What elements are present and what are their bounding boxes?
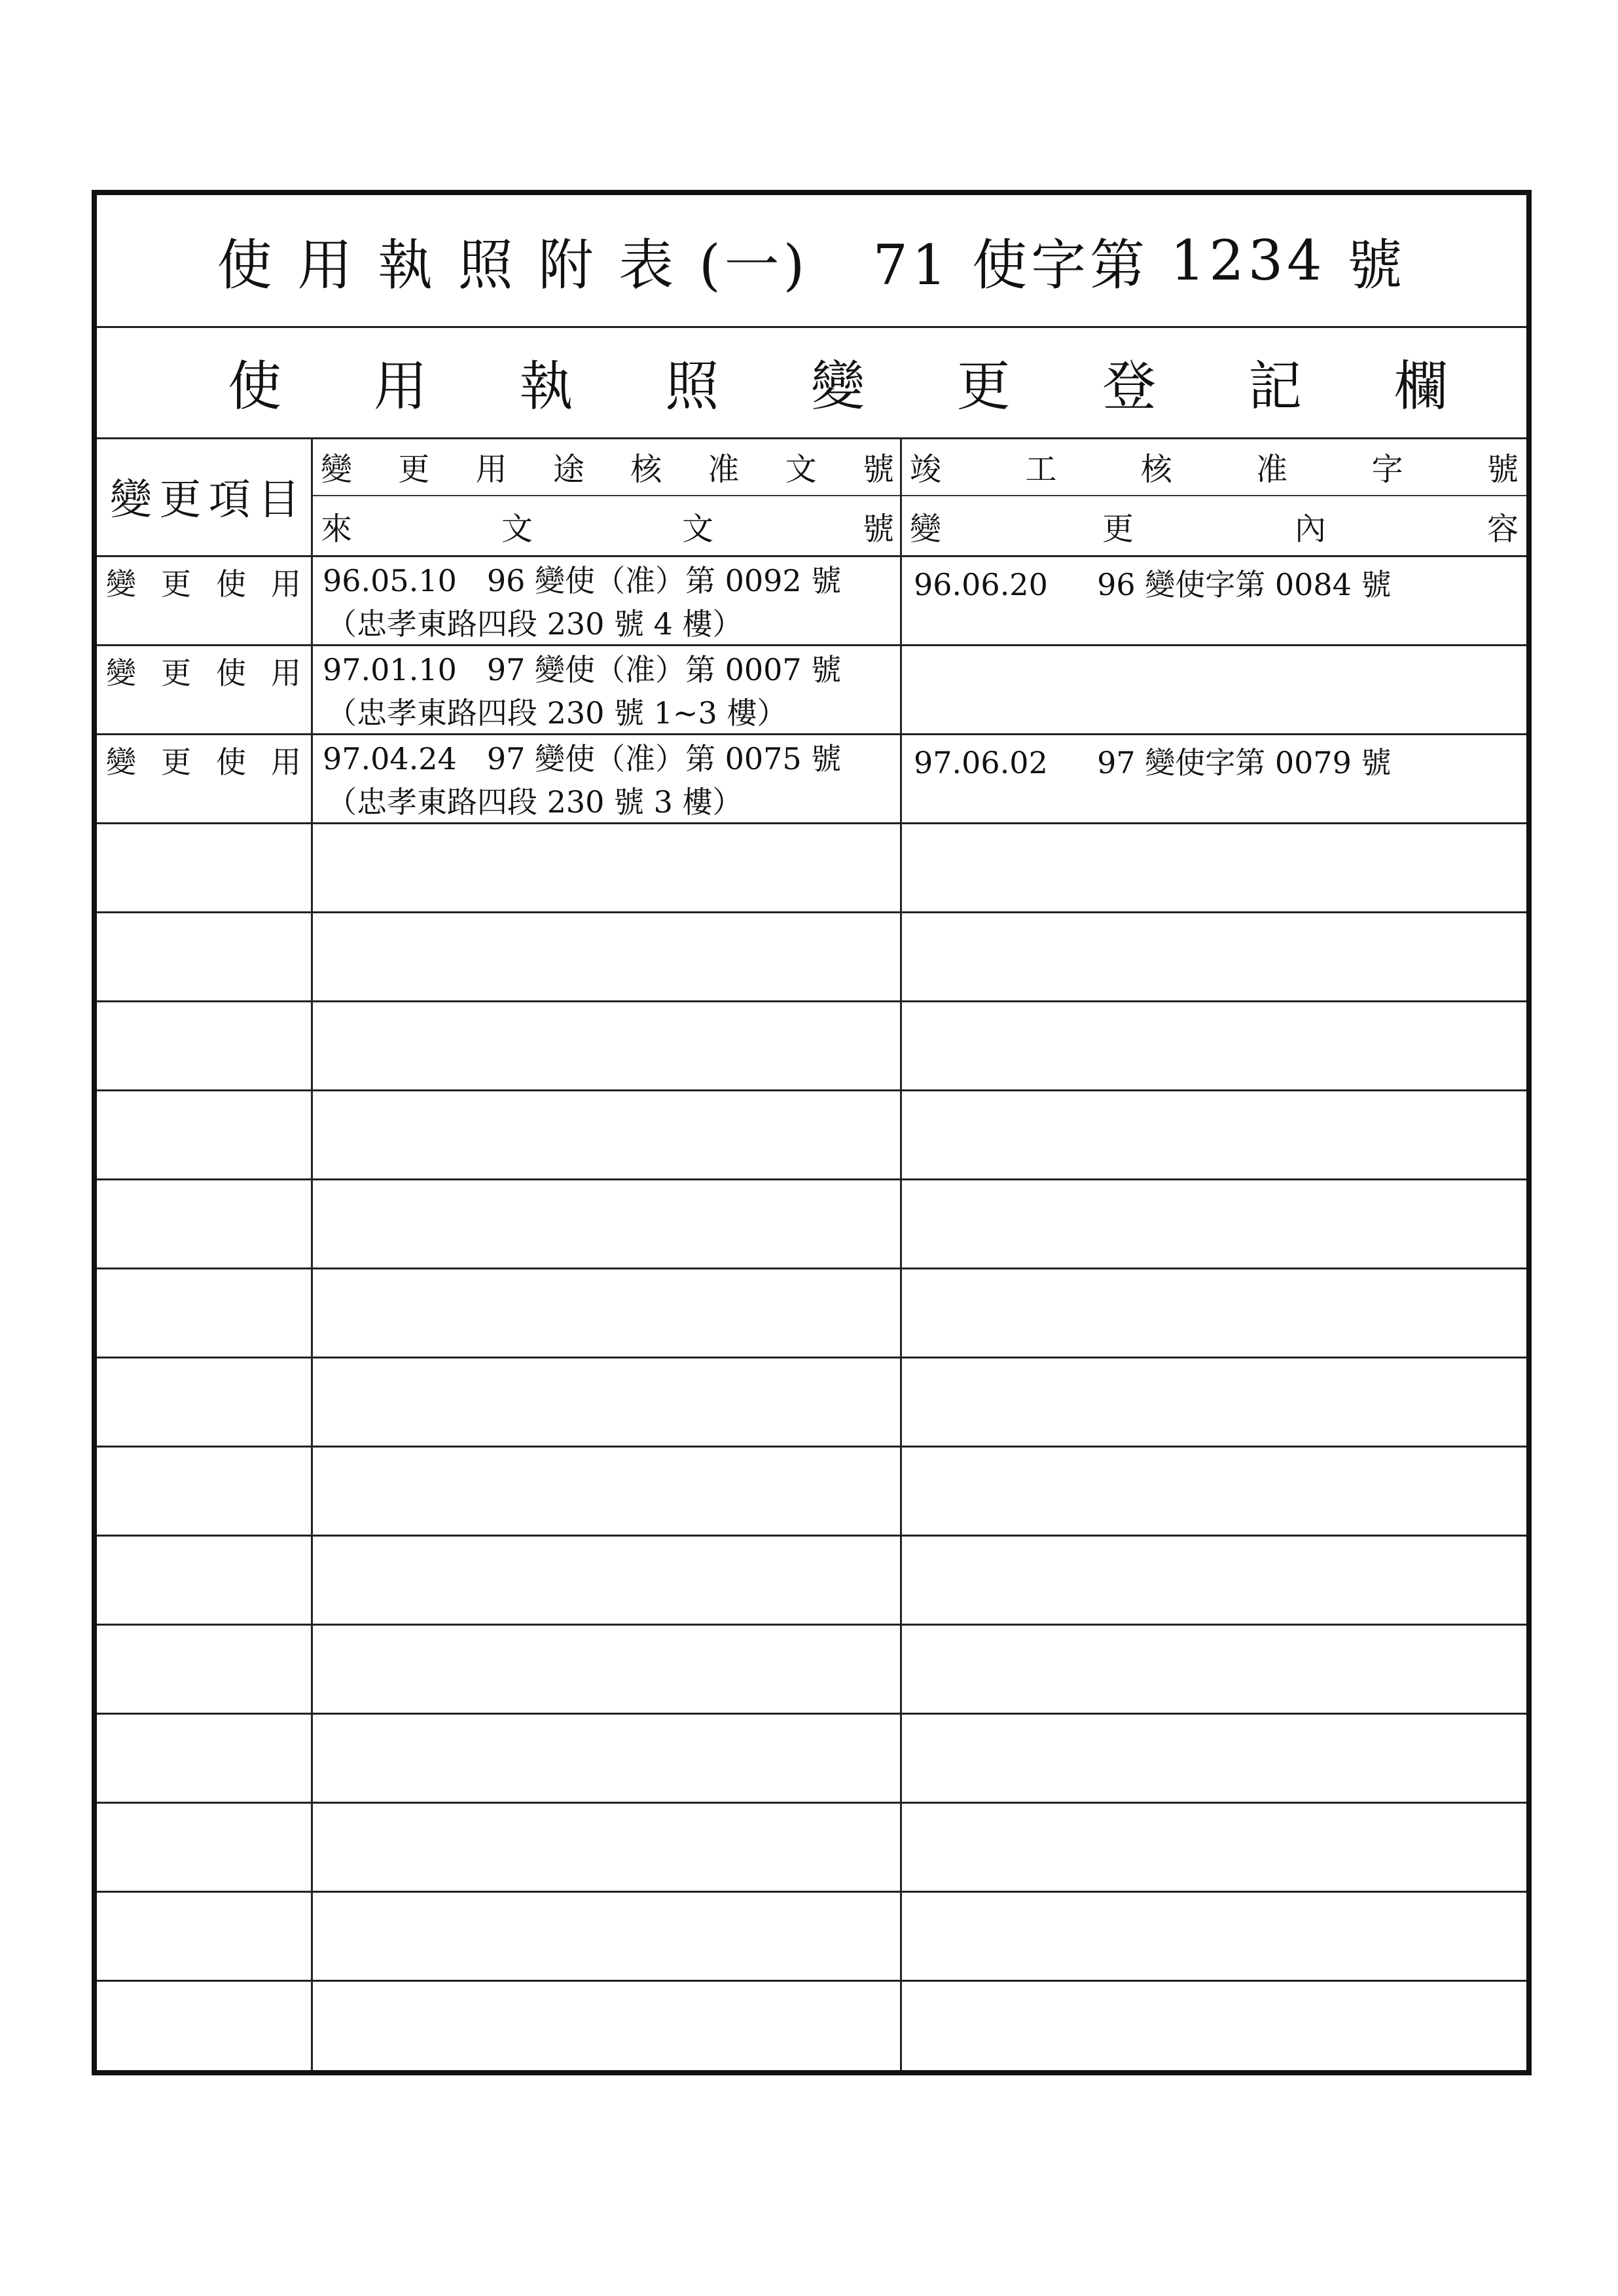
row-item-char: 變 — [106, 744, 136, 780]
row-item-char: 使 — [216, 744, 246, 780]
subtitle-char: 用 — [373, 355, 427, 418]
row-item-char: 變 — [106, 655, 136, 691]
header-char: 更 — [398, 450, 430, 488]
header-char: 核 — [630, 450, 662, 488]
header-char: 文 — [501, 510, 533, 547]
header-char: 變 — [110, 476, 152, 524]
table-row — [97, 644, 1526, 735]
row-item-char: 變 — [106, 566, 136, 602]
empty-table-row — [97, 1267, 1526, 1358]
header-char: 內 — [1294, 510, 1326, 547]
empty-table-row — [97, 1980, 1526, 2069]
row-change-item — [97, 555, 313, 644]
empty-table-row — [97, 1357, 1526, 1448]
header-incoming-doc-no — [313, 496, 902, 555]
header-char: 工 — [1025, 450, 1057, 488]
row-doc-line: 97.04.24 97 變使（准）第 0075 號 — [323, 741, 842, 776]
header-char: 准 — [1256, 450, 1288, 488]
row-item-char: 更 — [161, 744, 191, 780]
subtitle-char: 登 — [1102, 355, 1157, 418]
header-char: 途 — [552, 450, 584, 488]
row-doc-line: 96.05.10 96 變使（准）第 0092 號 — [323, 563, 842, 598]
empty-table-row — [97, 911, 1526, 1002]
header-char: 核 — [1140, 450, 1172, 488]
title-number: 1234 — [1170, 228, 1326, 293]
header-char: 號 — [862, 450, 894, 488]
empty-table-row — [97, 1178, 1526, 1269]
subtitle-char: 使 — [228, 355, 282, 418]
registration-sheet — [92, 190, 1532, 2075]
header-char: 竣 — [910, 450, 942, 488]
empty-table-row — [97, 822, 1526, 913]
title-text: 使 用 執 照 附 表 (一) — [217, 232, 809, 297]
subtitle-char: 記 — [1248, 355, 1303, 418]
header-completion-approval-no — [902, 437, 1526, 496]
empty-table-row — [97, 1624, 1526, 1715]
row-doc-line: 97.01.10 97 變使（准）第 0007 號 — [323, 652, 842, 687]
sheet-subtitle — [97, 326, 1526, 439]
subtitle-char: 變 — [810, 355, 865, 418]
row-address: （忠孝東路四段 230 號 3 樓） — [327, 784, 743, 820]
header-char: 變 — [321, 450, 353, 488]
header-usage-approval-no — [313, 437, 902, 496]
row-completion-number: 96.06.20 96 變使字第 0084 號 — [914, 567, 1392, 602]
header-change-item — [97, 437, 313, 555]
header-char: 文 — [785, 450, 817, 488]
row-item-char: 更 — [161, 566, 191, 602]
header-char: 號 — [1486, 450, 1519, 488]
row-change-item — [97, 644, 313, 733]
subtitle-char: 欄 — [1393, 355, 1448, 418]
table-row — [97, 733, 1526, 824]
empty-table-row — [97, 1535, 1526, 1626]
row-doc-number — [323, 648, 892, 735]
header-char: 准 — [708, 450, 740, 488]
header-char: 來 — [321, 510, 353, 547]
header-char: 文 — [681, 510, 713, 547]
header-char: 號 — [862, 510, 894, 547]
row-address: （忠孝東路四段 230 號 1~3 樓） — [327, 695, 787, 731]
title-number-prefix: 71 使字第 — [872, 232, 1149, 297]
subtitle-char: 照 — [665, 355, 719, 418]
header-char: 更 — [159, 476, 202, 524]
row-item-char: 用 — [271, 655, 301, 691]
empty-table-row — [97, 1891, 1526, 1982]
sheet-title — [97, 195, 1526, 328]
table-row — [97, 555, 1526, 646]
header-char: 更 — [1102, 510, 1134, 547]
row-item-char: 更 — [161, 655, 191, 691]
row-item-char: 用 — [271, 744, 301, 780]
header-char: 項 — [208, 476, 251, 524]
row-change-item — [97, 733, 313, 822]
header-char: 目 — [257, 476, 300, 524]
empty-table-row — [97, 1089, 1526, 1180]
row-item-char: 使 — [216, 655, 246, 691]
row-doc-number — [323, 737, 892, 824]
empty-table-row — [97, 1802, 1526, 1893]
subtitle-char: 執 — [519, 355, 573, 418]
row-doc-number — [323, 559, 892, 646]
header-char: 變 — [910, 510, 942, 547]
empty-table-row — [97, 1000, 1526, 1091]
header-char: 字 — [1371, 450, 1403, 488]
row-address: （忠孝東路四段 230 號 4 樓） — [327, 606, 743, 642]
header-char: 容 — [1486, 510, 1519, 547]
row-item-char: 使 — [216, 566, 246, 602]
empty-table-row — [97, 1713, 1526, 1804]
empty-table-row — [97, 1446, 1526, 1537]
row-item-char: 用 — [271, 566, 301, 602]
header-char: 用 — [475, 450, 507, 488]
title-number-suffix: 號 — [1347, 232, 1407, 297]
subtitle-char: 更 — [956, 355, 1011, 418]
row-completion-number: 97.06.02 97 變使字第 0079 號 — [914, 745, 1392, 780]
header-change-content — [902, 496, 1526, 555]
